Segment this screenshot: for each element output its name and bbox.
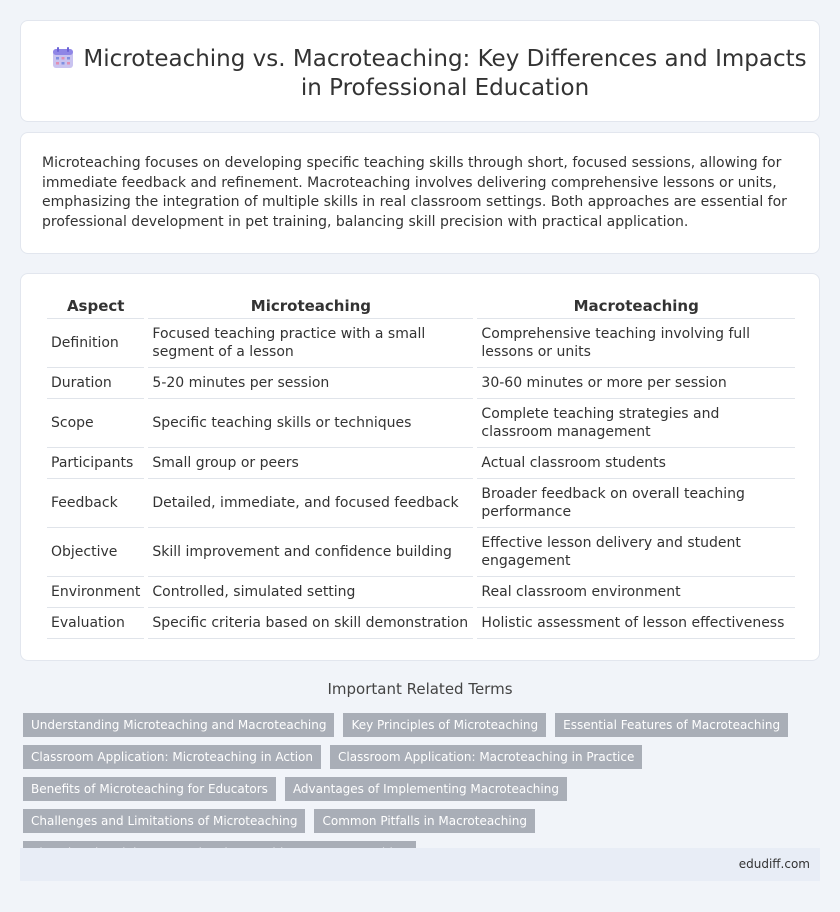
cell-aspect: Scope [47, 399, 144, 448]
header-macroteaching: Macroteaching [477, 294, 795, 319]
related-term-tag[interactable]: Classroom Application: Microteaching in Action [23, 745, 321, 769]
related-term-tag[interactable]: Challenges and Limitations of Microteaching [23, 809, 305, 833]
table-row [47, 577, 795, 608]
cell-macroteaching: Broader feedback on overall teaching performance [477, 479, 795, 528]
cell-macroteaching: 30-60 minutes or more per session [477, 368, 795, 399]
cell-aspect: Definition [47, 319, 144, 368]
related-term-tag[interactable]: Classroom Application: Macroteaching in Practice [330, 745, 642, 769]
page-title: Microteaching vs. Macroteaching: Key Differences and Impacts in Professional Education [83, 46, 807, 101]
cell-microteaching: Skill improvement and confidence building [148, 528, 473, 577]
cell-aspect: Participants [47, 448, 144, 479]
related-term-tag[interactable]: Common Pitfalls in Macroteaching [314, 809, 534, 833]
footer-site-name: edudiff.com [738, 857, 810, 871]
calendar-icon [51, 46, 75, 70]
cell-aspect: Evaluation [47, 608, 144, 639]
header-aspect: Aspect [47, 294, 144, 319]
cell-aspect: Objective [47, 528, 144, 577]
cell-microteaching: Specific teaching skills or techniques [148, 399, 473, 448]
table-row [47, 399, 795, 448]
intro-card [20, 132, 820, 254]
header-microteaching: Microteaching [148, 294, 473, 319]
cell-macroteaching: Actual classroom students [477, 448, 795, 479]
cell-aspect: Duration [47, 368, 144, 399]
intro-paragraph: Microteaching focuses on developing specific teaching skills through short, focused sessions, allowing for immediate feedback and refinement. Macroteaching involves delivering comprehensive lessons or units, emphasizing the integration of multiple skills in real classroom settings. Both approaches are essential for professional development in pet training, balancing skill precision with practical application. [42, 155, 787, 230]
related-terms-list [23, 713, 823, 865]
related-term-tag[interactable]: Advantages of Implementing Macroteaching [285, 777, 567, 801]
title-card [20, 20, 820, 122]
cell-aspect: Environment [47, 577, 144, 608]
cell-microteaching: Focused teaching practice with a small segment of a lesson [148, 319, 473, 368]
cell-macroteaching: Real classroom environment [477, 577, 795, 608]
table-row [47, 608, 795, 639]
table-row [47, 368, 795, 399]
related-term-tag[interactable]: Understanding Microteaching and Macroteaching [23, 713, 334, 737]
cell-microteaching: Specific criteria based on skill demonstration [148, 608, 473, 639]
cell-microteaching: Controlled, simulated setting [148, 577, 473, 608]
table-row [47, 479, 795, 528]
cell-microteaching: Detailed, immediate, and focused feedback [148, 479, 473, 528]
comparison-table [43, 294, 799, 639]
related-term-tag[interactable]: Key Principles of Microteaching [343, 713, 546, 737]
table-header-row [47, 294, 795, 319]
related-term-tag[interactable]: Benefits of Microteaching for Educators [23, 777, 276, 801]
cell-microteaching: 5-20 minutes per session [148, 368, 473, 399]
table-row [47, 448, 795, 479]
cell-macroteaching: Effective lesson delivery and student engagement [477, 528, 795, 577]
cell-macroteaching: Comprehensive teaching involving full lessons or units [477, 319, 795, 368]
cell-macroteaching: Complete teaching strategies and classroom management [477, 399, 795, 448]
table-row [47, 319, 795, 368]
footer [20, 848, 820, 881]
related-terms-heading: Important Related Terms [327, 680, 513, 698]
related-term-tag[interactable]: Essential Features of Macroteaching [555, 713, 788, 737]
table-row [47, 528, 795, 577]
cell-macroteaching: Holistic assessment of lesson effectiveness [477, 608, 795, 639]
cell-microteaching: Small group or peers [148, 448, 473, 479]
cell-aspect: Feedback [47, 479, 144, 528]
comparison-card [20, 273, 820, 661]
